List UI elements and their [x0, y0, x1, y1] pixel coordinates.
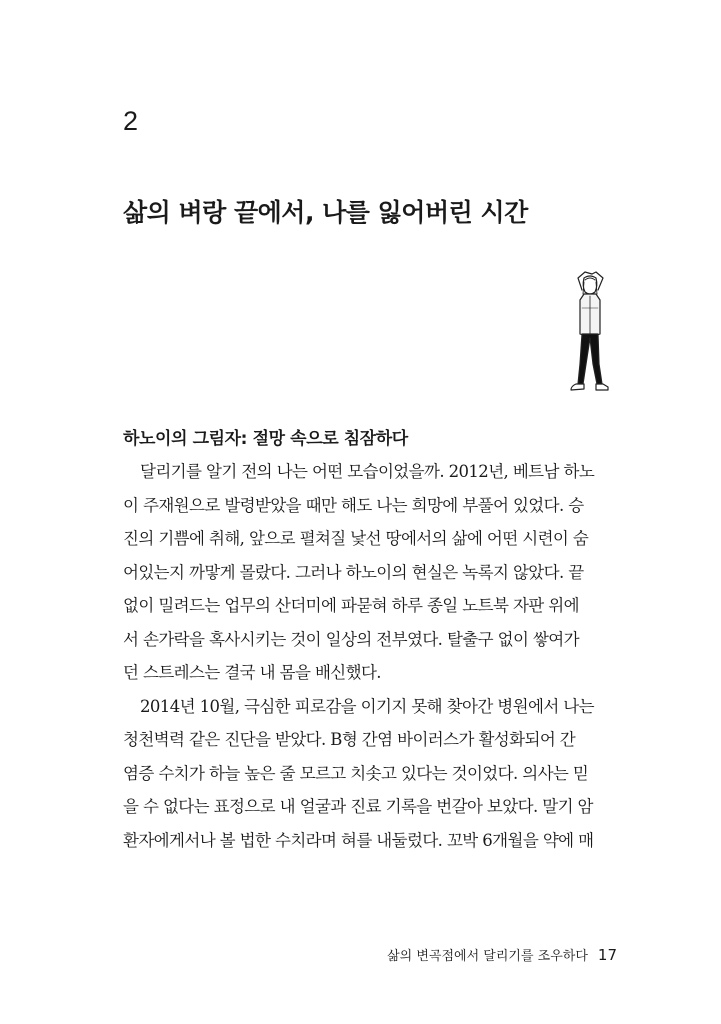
body-line: 어있는지 까맣게 몰랐다. 그러나 하노이의 현실은 녹록지 않았다. 끝: [123, 562, 584, 582]
chapter-title: 삶의 벼랑 끝에서, 나를 잃어버린 시간: [123, 198, 528, 227]
body-line: 이 주재원으로 발령받았을 때만 해도 나는 희망에 부풀어 있었다. 승: [123, 495, 584, 515]
body-line: 2014년 10월, 극심한 피로감을 이기지 못해 찾아간 병원에서 나는: [140, 696, 594, 716]
chapter-number: 2: [123, 106, 139, 136]
body-line: 청천벽력 같은 진단을 받았다. B형 간염 바이러스가 활성화되어 간: [123, 730, 576, 749]
body-line: 염증 수치가 하늘 높은 줄 모르고 치솟고 있다는 것이었다. 의사는 믿: [123, 763, 589, 783]
page-footer: [387, 945, 617, 964]
body-line: 던 스트레스는 결국 내 몸을 배신했다.: [123, 663, 381, 682]
body-line: 을 수 없다는 표정으로 내 얼굴과 진료 기록을 번갈아 보았다. 말기 암: [123, 797, 593, 816]
body-text: [123, 455, 623, 857]
stretching-woman-illustration: [558, 268, 620, 398]
body-line: 진의 기쁨에 취해, 앞으로 펼쳐질 낯선 땅에서의 삶에 어떤 시련이 숨: [123, 529, 589, 548]
running-title: 삶의 변곡점에서 달리기를 조우하다: [387, 949, 588, 964]
page-number: 17: [597, 946, 617, 964]
body-line: 환자에게서나 볼 법한 수치라며 혀를 내둘렀다. 꼬박 6개월을 약에 매: [123, 830, 594, 850]
body-line: 달리기를 알기 전의 나는 어떤 모습이었을까. 2012년, 베트남 하노: [140, 462, 595, 481]
body-line: 없이 밀려드는 업무의 산더미에 파묻혀 하루 종일 노트북 자판 위에: [123, 596, 579, 615]
body-line: 서 손가락을 혹사시키는 것이 일상의 전부였다. 탈출구 없이 쌓여가: [123, 629, 579, 649]
section-heading: 하노이의 그림자: 절망 속으로 침잠하다: [123, 429, 408, 449]
